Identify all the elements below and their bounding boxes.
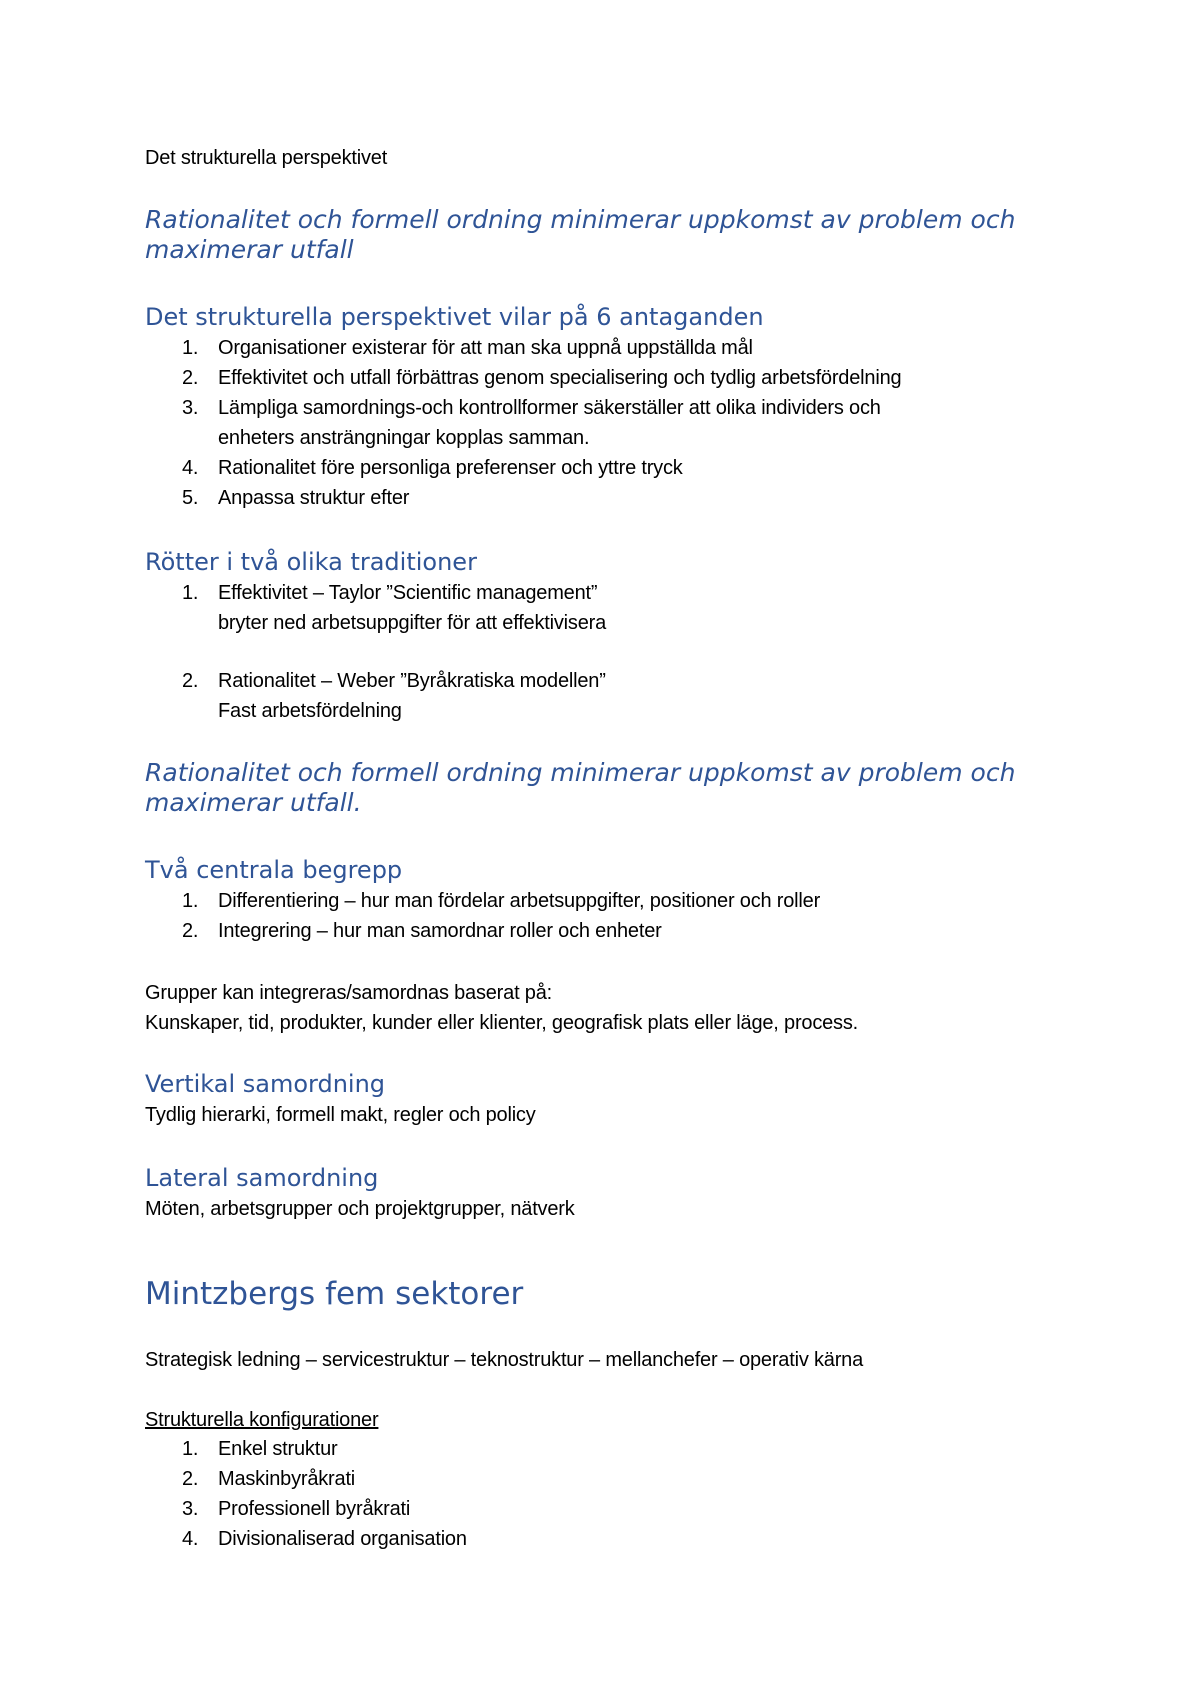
list-antaganden: [145, 333, 933, 513]
list-item-text: Rationalitet före personliga preferenser och yttre tryck: [218, 457, 683, 479]
list-item: [145, 333, 933, 363]
heading-begrepp: Två centrala begrepp: [145, 856, 403, 884]
list-traditioner: [145, 578, 606, 638]
heading-antaganden: Det strukturella perspektivet vilar på 6 antaganden: [145, 303, 764, 331]
list-number: 3.: [182, 1498, 199, 1520]
list-item-text: Maskinbyråkrati: [218, 1468, 356, 1490]
list-item: [145, 916, 820, 946]
list-item-text: Integrering – hur man samordnar roller och enheter: [218, 920, 662, 942]
list-number: 1.: [182, 1438, 199, 1460]
list-number: 2.: [182, 670, 199, 692]
list-item-text: Effektivitet – Taylor ”Scientific management”: [218, 582, 598, 604]
list-number: 4.: [182, 457, 199, 479]
grupper-intro: Grupper kan integreras/samordnas baserat på:: [145, 982, 552, 1004]
list-begrepp: [145, 886, 820, 946]
heading-lateral: Lateral samordning: [145, 1164, 379, 1192]
list-konfigurationer: [145, 1434, 467, 1554]
list-item-text: Rationalitet – Weber ”Byråkratiska modellen”: [218, 670, 606, 692]
list-item: [145, 1434, 467, 1464]
list-number: 4.: [182, 1528, 199, 1550]
list-item: [145, 483, 933, 513]
list-item: [145, 1494, 467, 1524]
list-item: [145, 363, 933, 393]
vertikal-text: Tydlig hierarki, formell makt, regler och policy: [145, 1104, 536, 1126]
list-item: [145, 453, 933, 483]
list-item: [145, 393, 933, 453]
heading-rotter: Rötter i två olika traditioner: [145, 548, 477, 576]
list-item-text: Organisationer existerar för att man ska uppnå uppställda mål: [218, 337, 753, 359]
list-item: [145, 666, 606, 726]
heading-mintzberg: Mintzbergs fem sektorer: [145, 1276, 524, 1312]
list-number: 2.: [182, 920, 199, 942]
list-item-text: Anpassa struktur efter: [218, 487, 410, 509]
grupper-list: Kunskaper, tid, produkter, kunder eller klienter, geografisk plats eller läge, process.: [145, 1012, 859, 1034]
heading-vertikal: Vertikal samordning: [145, 1070, 386, 1098]
list-number: 2.: [182, 367, 199, 389]
list-number: 3.: [182, 397, 199, 419]
list-number: 5.: [182, 487, 199, 509]
document-title: Det strukturella perspektivet: [145, 147, 388, 169]
list-item: [145, 886, 820, 916]
list-number: 1.: [182, 582, 199, 604]
list-item-text: Enkel struktur: [218, 1438, 338, 1460]
list-item-text: Effektivitet och utfall förbättras genom specialisering och tydlig arbetsfördelning: [218, 367, 902, 389]
list-item-text: Divisionaliserad organisation: [218, 1528, 467, 1550]
list-item-text: Professionell byråkrati: [218, 1498, 411, 1520]
list-item-text: Lämpliga samordnings-och kontrollformer säkerställer att olika individers och enheters ansträngningar kopplas samman.: [218, 397, 881, 449]
list-item: [145, 578, 606, 638]
sektorer-text: Strategisk ledning – servicestruktur – teknostruktur – mellanchefer – operativ kärna: [145, 1349, 864, 1371]
list-item-subtext: bryter ned arbetsuppgifter för att effektivisera: [218, 612, 607, 634]
list-number: 2.: [182, 1468, 199, 1490]
lateral-text: Möten, arbetsgrupper och projektgrupper, nätverk: [145, 1198, 575, 1220]
list-item: [145, 1524, 467, 1554]
list-item-text: Differentiering – hur man fördelar arbetsuppgifter, positioner och roller: [218, 890, 821, 912]
list-traditioner-2: [145, 666, 606, 726]
list-item-subtext: Fast arbetsfördelning: [218, 700, 402, 722]
list-item: [145, 1464, 467, 1494]
konfigurationer-heading: Strukturella konfigurationer: [145, 1409, 379, 1431]
list-number: 1.: [182, 890, 199, 912]
quote-rationalitet-1: Rationalitet och formell ordning minimerar uppkomst av problem och maximerar utfall: [145, 205, 1016, 264]
list-number: 1.: [182, 337, 199, 359]
quote-rationalitet-2: Rationalitet och formell ordning minimerar uppkomst av problem och maximerar utfall.: [145, 758, 1016, 817]
